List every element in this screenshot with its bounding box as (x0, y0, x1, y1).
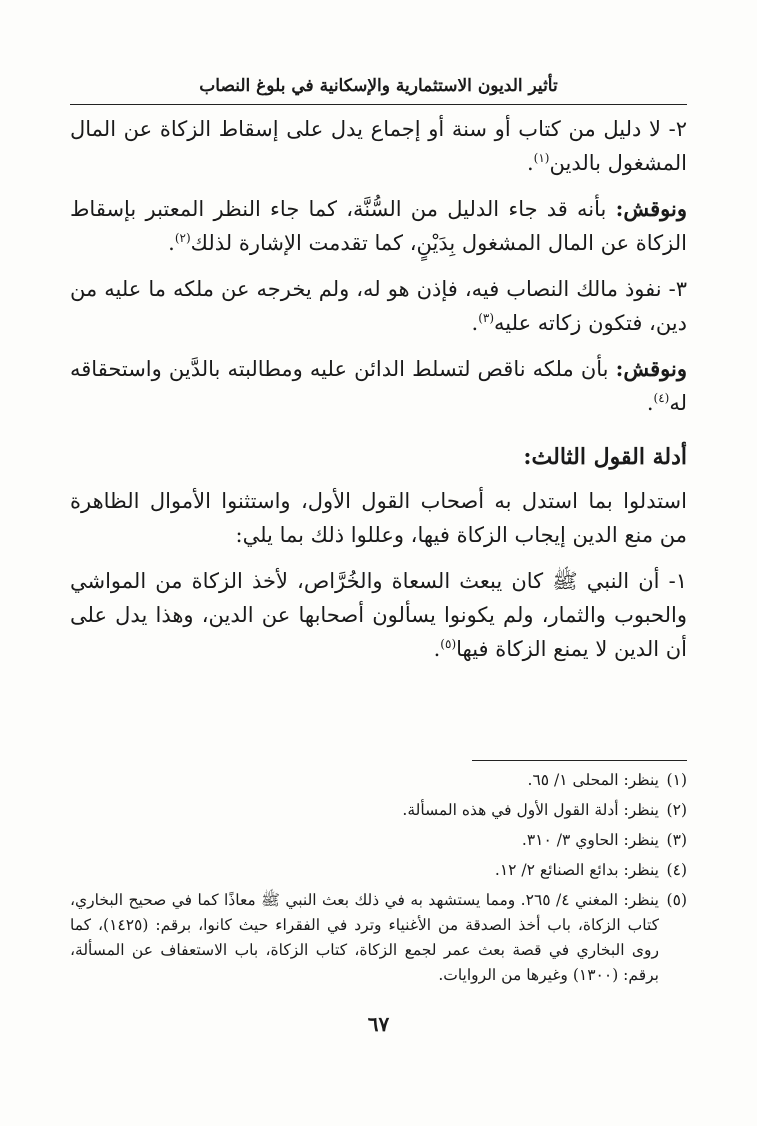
footnote-number: (٥) (666, 891, 687, 909)
footnotes (70, 768, 687, 993)
paragraph-text: ١- أن النبي ﷺ كان يبعث السعاة والخُرَّاص، لأخذ الزكاة من المواشي والحبوب والثمار، ولم يكونوا يسألون أصحابها عن الدين، وهذا يدل على أن الدين لا يمنع الزكاة فيها (70, 569, 687, 661)
paragraph-third-opinion-evidence-1 (70, 564, 687, 666)
footnote-marker[interactable]: (٣) (478, 311, 495, 325)
paragraph-text: استدلوا بما استدل به أصحاب القول الأول، واستثنوا الأموال الظاهرة من منع الدين إيجاب الزكاة فيها، وعللوا ذلك بما يلي: (70, 489, 687, 547)
footnote-marker[interactable]: (٥) (440, 637, 457, 651)
footnote-text: ينظر: المحلى ١/ ٦٥. (527, 771, 659, 789)
footnote-item (70, 888, 687, 988)
footnote-number: (٢) (666, 801, 687, 819)
paragraph-tail: . (526, 151, 534, 175)
footnote-text: ينظر: المغني ٤/ ٢٦٥. ومما يستشهد به في ذلك بعث النبي ﷺ معاذًا كما في صحيح البخاري، كتاب الزكاة، باب أخذ الصدقة من الأغنياء وترد في الفقراء حيث كانوا، برقم: (١٤٢٥)، كما روى البخاري في قصة بعث عمر لجمع الزكاة، كتاب الزكاة، باب الاستعفاف عن المسألة، برقم: (١٣٠٠) وغيرها من الروايات. (70, 891, 660, 984)
footnote-marker[interactable]: (١) (533, 151, 550, 165)
section-heading: أدلة القول الثالث: (523, 444, 687, 470)
paragraph-tail: . (433, 637, 441, 661)
rebuttal-lead: ونوقش: (615, 196, 687, 221)
footnote-separator (472, 760, 687, 761)
footnote-item (70, 828, 687, 853)
paragraph-evidence-3 (70, 272, 687, 340)
footnote-item (70, 798, 687, 823)
footnote-item (70, 768, 687, 793)
paragraph-text: بأن ملكه ناقص لتسلط الدائن عليه ومطالبته بالدَّين واستحقاقه له (70, 357, 687, 415)
paragraph-rebuttal-1 (70, 192, 687, 260)
footnote-text: ينظر: أدلة القول الأول في هذه المسألة. (402, 801, 659, 819)
footnote-number: (١) (666, 771, 687, 789)
running-header: تأثير الديون الاستثمارية والإسكانية في بلوغ النصاب (70, 74, 687, 105)
page-number: ٦٧ (367, 1012, 390, 1036)
paragraph-tail: . (168, 231, 175, 255)
paragraph-evidence-2 (70, 112, 687, 180)
paragraph-tail: . (471, 311, 479, 335)
footnote-number: (٤) (666, 861, 687, 879)
paragraph-rebuttal-2 (70, 352, 687, 420)
rebuttal-lead: ونوقش: (615, 356, 687, 381)
footnote-item (70, 858, 687, 883)
footnote-marker[interactable]: (٤) (653, 391, 670, 405)
footnote-number: (٣) (666, 831, 687, 849)
body-text (70, 112, 687, 678)
paragraph-text: ٣- نفوذ مالك النصاب فيه، فإذن هو له، ولم يخرجه عن ملكه ما عليه من دين، فتكون زكاته عليه (70, 277, 687, 335)
paragraph-tail: . (646, 391, 654, 415)
paragraph-text: بأنه قد جاء الدليل من السُّنَّة، كما جاء النظر المعتبر بإسقاط الزكاة عن المال المشغول بِدَيْنٍ، كما تقدمت الإشارة لذلك (70, 197, 687, 255)
footnote-text: ينظر: بدائع الصنائع ٢/ ١٢. (494, 861, 659, 879)
footnote-marker[interactable]: (٢) (174, 231, 191, 245)
paragraph-text: ٢- لا دليل من كتاب أو سنة أو إجماع يدل على إسقاط الزكاة عن المال المشغول بالدين (70, 117, 687, 175)
paragraph-third-opinion-intro (70, 484, 687, 552)
footnote-text: ينظر: الحاوي ٣/ ٣١٠. (521, 831, 659, 849)
